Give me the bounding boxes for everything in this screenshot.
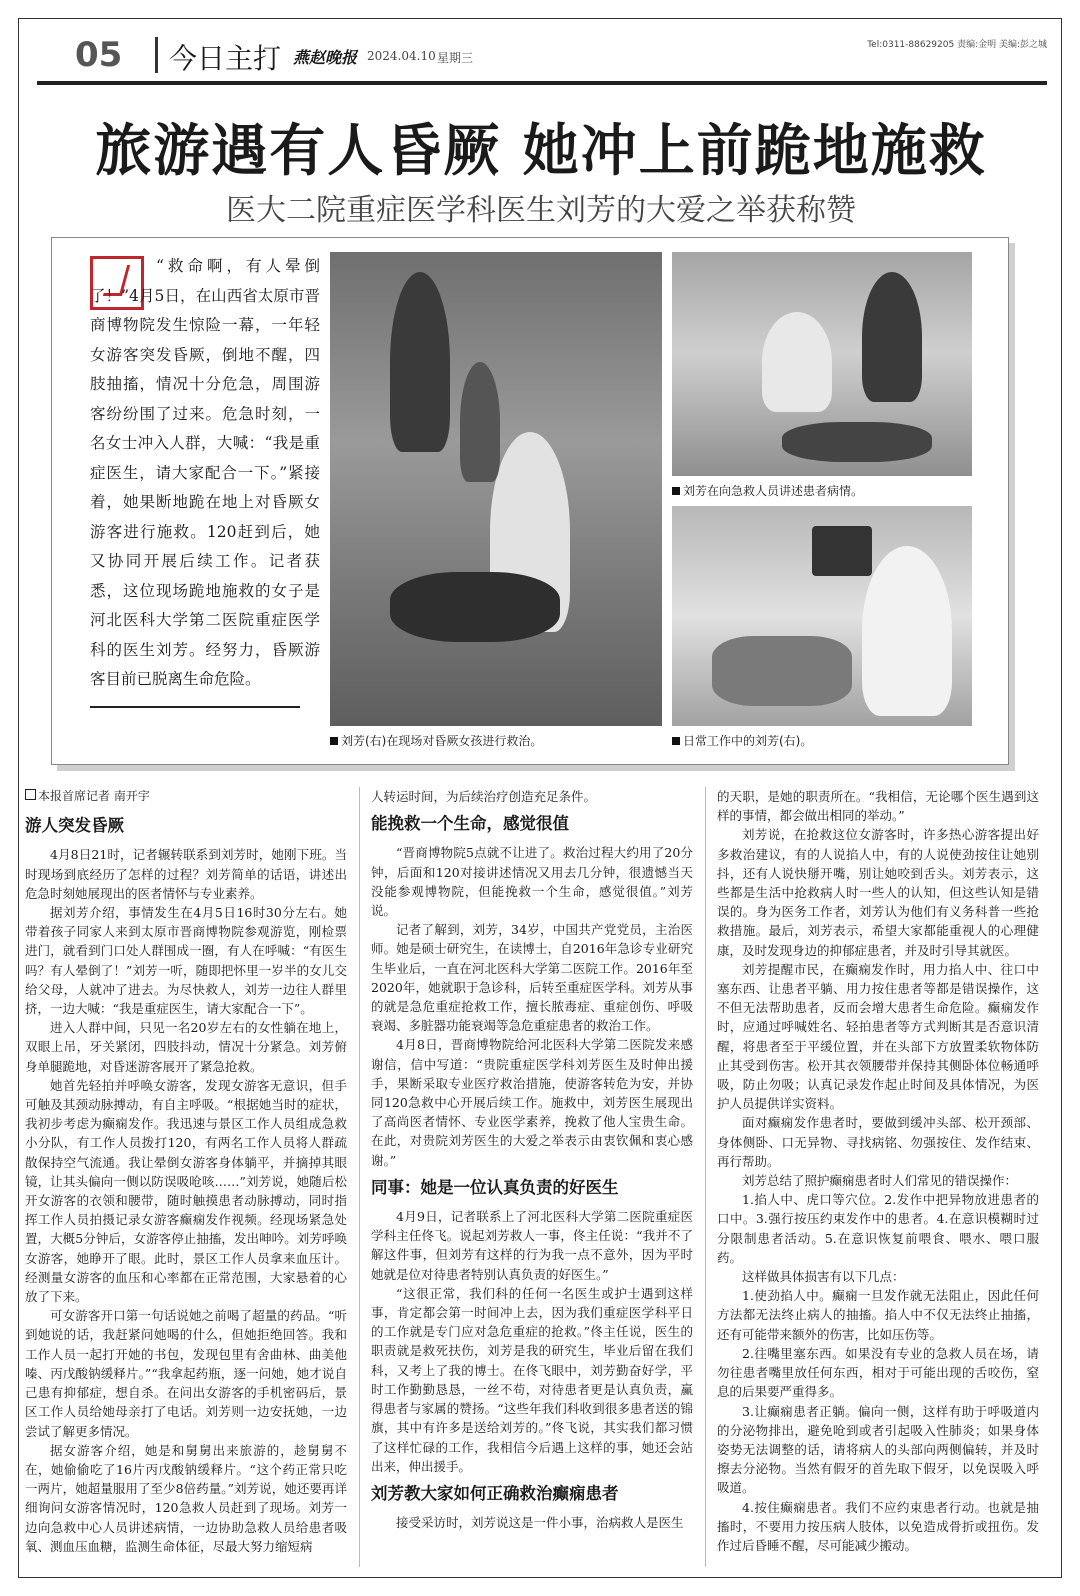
column-divider bbox=[359, 787, 360, 1567]
caption-top-right: 刘芳在向急救人员讲述患者病情。 bbox=[672, 482, 863, 499]
paragraph: 4.按住癫痫患者。我们不应约束患者行动。也就是抽搐时，不要用力按压病人肢体，以免造成骨折或扭伤。发作过后昏睡不醒，尽可能减少搬动。 bbox=[717, 1499, 1039, 1553]
paragraph: 接受采访时，刘芳说这是一件小事，治病救人是医生 bbox=[396, 1515, 684, 1531]
headline: 旅游遇有人昏厥 她冲上前跪地施救 bbox=[95, 119, 987, 184]
paragraph: 的天职，是她的职责所在。“我相信，无论哪个医生遇到这样的事情，都会做出相同的举动。” bbox=[717, 789, 1039, 824]
paragraph: 4月8日，晋商博物院给河北医科大学第二医院发来感谢信，信中写道：“贵院重症医学科刘芳医生及时伸出援手，果断采取专业医疗救治措施，使游客转危为安，并协同120急救中心开展后续工作。施救中，刘芳医生展现出了高尚医者情怀、专业医学素养，挽救了他人宝贵生命。在此，对贵院刘芳医生的大爱之举表示由衷钦佩和衷心感谢。” bbox=[371, 1037, 693, 1168]
photo-rescue-scene bbox=[330, 252, 662, 726]
paragraph: 人转运时间，为后续治疗创造充足条件。 bbox=[371, 789, 597, 804]
paragraph: 刘芳说，在抢救这位女游客时，许多热心游客提出好多救治建议，有的人说掐人中，有的人说使劲按住让她别抖，还有人说快掰开嘴，别让她咬到舌头。刘芳表示，这些都是生活中抢救病人时一些人的认知，但这些认知是错误的。身为医务工作者，刘芳认为他们有义务科普一些抢救措施。最后，刘芳表示，希望大家都能重视人的心理健康，及时发现身边的抑郁症患者，并及时引导其就医。 bbox=[717, 827, 1039, 958]
lead-paragraph: “救命啊，有人晕倒了！”4月5日，在山西省太原市晋商博物院发生惊险一幕，一年轻女游客突发昏厥，倒地不醒，四肢抽搐，情况十分危急，周围游客纷纷围了过来。危急时刻，一名女士冲入人群，大喊：“我是重症医生，请大家配合一下。”紧接着，她果断地跪在地上对昏厥女游客进行施救。120赶到后，她又协同开展后续工作。记者获悉，这位现场跪地施救的女子是河北医科大学第二医院重症医学科的医生刘芳。经努力，昏厥游客目前已脱离生命危险。 bbox=[90, 257, 320, 688]
column-divider bbox=[705, 787, 706, 1567]
paragraph: 据刘芳介绍，事情发生在4月5日16时30分左右。她带着孩子同家人来到太原市晋商博物院参观游览，刚检票进门，就看到门口处人群围成一圈，有人在呼喊：“有医生吗？有人晕倒了！”刘芳一听，随即把怀里一岁半的女儿交给父母，人就冲了进去。为尽快救人，刘芳一边往人群里挤，一边大喊：“我是重症医生，请大家配合一下”。 bbox=[25, 905, 347, 1017]
section-heading: 同事：她是一位认真负责的好医生 bbox=[371, 1177, 619, 1197]
header-contact: Tel:0311-88629205 责编:金明 美编:彭之城 bbox=[867, 40, 1047, 50]
bystander-figure bbox=[390, 272, 450, 452]
issue-weekday: 星期三 bbox=[437, 51, 474, 65]
paragraph: 面对癫痫发作患者时，要做到缓冲头部、松开颈部、身体侧卧、口无异物、寻找病铭、勿强按住、发作结束、再行帮助。 bbox=[717, 1115, 1039, 1169]
byline: 本报首席记者 南开宇 bbox=[25, 787, 347, 806]
caption-marker-icon bbox=[330, 737, 338, 745]
paragraph: 4月8日21时，记者辗转联系到刘芳时，她刚下班。当时现场到底经历了怎样的过程？刘芳简单的话语，讲述出危急时刻她展现出的医者情怀与专业素养。 bbox=[25, 847, 347, 901]
paragraph: 刘芳总结了照护癫痫患者时人们常见的错误操作： bbox=[742, 1173, 1018, 1189]
paragraph: 1.掐人中、虎口等穴位。2.发作中把异物放进患者的口中。3.强行按压约束发作中的患者。4.在意识模糊时过分限制患者活动。5.在意识恢复前喂食、喂水、喂口服药。 bbox=[717, 1192, 1039, 1265]
caption-marker-icon bbox=[672, 487, 680, 495]
paragraph: 2.往嘴里塞东西。如果没有专业的急救人员在场，请勿往患者嘴里放任何东西，相对于可能出现的舌咬伤，窒息的后果要严重得多。 bbox=[717, 1345, 1039, 1400]
paragraph: 可女游客开口第一句话说她之前喝了超量的药品。“听到她说的话，我赶紧问她喝的什么，但她拒绝回答。我和工作人员一起打开她的书包，发现包里有舍曲林、曲美他嗪、丙戊酸钠缓释片。”“我拿起药瓶，逐一问她，她才说自己患有抑郁症，想自杀。在问出女游客的手机密码后，景区工作人员给她母亲打了电话。刘芳则一边安抚她，一边尝试了解更多情况。 bbox=[25, 1308, 347, 1439]
doctor-figure bbox=[862, 546, 952, 716]
section-heading: 刘芳教大家如何正确救治癫痫患者 bbox=[371, 1483, 619, 1503]
patient-figure bbox=[390, 572, 560, 642]
lead-divider bbox=[90, 706, 300, 708]
paragraph: 她首先轻拍并呼唤女游客，发现女游客无意识，但手可触及其颈动脉搏动，有自主呼吸。“根据她当时的症状，我初步考虑为癫痫发作。我迅速与景区工作人员组成急救小分队，有工作人员拨打120，有两名工作人员将人群疏散保持空气流通。我让晕倒女游客身体躺平，并摘掉其眼镜，让其头偏向一侧以防误吸呛咳……”刘芳说，她随后松开女游客的衣领和腰带，随时触摸患者动脉搏动，同时指挥工作人员拍摄记录女游客癫痫发作视频。经现场紧急处置，大概5分钟后，女游客停止抽搐，发出呻吟。刘芳呼唤女游客，她睁开了眼。此时，景区工作人员拿来血压计。经测量女游客的血压和心率都在正常范围，大家悬着的心放了下来。 bbox=[25, 1077, 347, 1305]
newspaper-logo: 燕赵晚报 bbox=[293, 48, 358, 67]
paragraph: 进入人群中间，只见一名20岁左右的女性躺在地上，双眼上吊，牙关紧闭，四肢抖动，情况十分紧急。刘芳俯身单腿跪地，对昏迷游客展开了紧急抢救。 bbox=[25, 1020, 347, 1074]
paragraph: 1.使劲掐人中。癫痫一旦发作就无法阻止，因此任何方法都无法终止病人的抽搐。掐人中不仅无法终止抽搐，还有可能带来额外的伤害，比如压伤等。 bbox=[717, 1288, 1039, 1342]
caption-main: 刘芳(右)在现场对昏厥女孩进行救治。 bbox=[330, 732, 542, 749]
issue-date: 2024.04.10 bbox=[367, 49, 436, 63]
subheadline: 医大二院重症医学科医生刘芳的大爱之举获称赞 bbox=[226, 193, 856, 228]
section-heading: 能挽救一个生命，感觉很值 bbox=[371, 814, 569, 834]
article-column-2 bbox=[371, 787, 693, 1532]
feature-box bbox=[51, 237, 1009, 765]
doctor-figure bbox=[762, 312, 832, 412]
paramedic-figure bbox=[862, 272, 922, 402]
section-heading: 游人突发昏厥 bbox=[25, 816, 124, 836]
page-number: 05 bbox=[75, 35, 123, 75]
paragraph: 刘芳提醒市民，在癫痫发作时，用力掐人中、往口中塞东西、让患者平躺、用力按住患者等都是错误操作，这不但无法帮助患者，反而会增大患者生命危险。癫痫发作时，应通过呼喊姓名、轻拍患者等方式判断其是否意识清醒，将患者至于平缓位置，并在头部下方放置柔软物体防止其受到伤害。松开其衣领腰带并保持其侧卧体位畅通呼吸，防止勿吸；认真记录发作起止时间及具体情况，为医护人员提供详实资料。 bbox=[717, 961, 1039, 1112]
paragraph: “晋商博物院5点就不让进了。救治过程大约用了20分钟，后面和120对接讲述情况又用去几分钟，很遗憾当天没能参观博物院，但能挽救一个生命，感觉很值。”刘芳说。 bbox=[371, 845, 693, 919]
patient-bed-figure bbox=[712, 636, 852, 706]
page-header bbox=[37, 29, 1047, 85]
photo-handover bbox=[672, 252, 972, 476]
header-divider bbox=[155, 37, 158, 73]
article-column-1 bbox=[25, 787, 347, 1556]
caption-marker-icon bbox=[672, 737, 680, 745]
byline-marker-icon bbox=[25, 789, 36, 800]
paragraph: 3.让癫痫患者正躺。偏向一侧，这样有助于呼吸道内的分泌物排出，避免呛到或者引起吸入性肺炎；如果身体姿势无法调整的话，请将病人的头部向两侧偏转，并及时擦去分泌物。当然有假牙的首先取下假牙，以免误吸入呼吸道。 bbox=[717, 1403, 1039, 1496]
paragraph: 这样做具体损害有以下几点： bbox=[742, 1269, 905, 1285]
paragraph: “这很正常，我们科的任何一名医生或护士遇到这样事，肯定都会第一时间冲上去，因为我们重症医学科平日的工作就是专门应对急危重症的抢救。”佟主任说，医生的职责就是救死扶伤，刘芳是我的研究生，毕业后留在我们科，又考上了我的博士。在佟飞眼中，刘芳勤奋好学，平时工作勤勤恳恳，一丝不苟，对待患者更是认真负责，赢得患者与家属的赞扬。“这些年我们科收到很多患者送的锦旗，其中有许多是送给刘芳的。”佟飞说，其实我们都习惯了这样忙碌的工作，我相信今后遇上这样的事，她还会站出来，伸出援手。 bbox=[371, 1285, 693, 1474]
paragraph: 4月9日，记者联系上了河北医科大学第二医院重症医学科主任佟飞。说起刘芳救人一事，佟主任说：“我并不了解这件事，但刘芳有这样的行为我一点不意外，因为平时她就是位对待患者特别认真负责的好医生。” bbox=[371, 1209, 693, 1282]
child-figure bbox=[460, 362, 500, 482]
monitor-figure bbox=[812, 526, 872, 576]
page-frame bbox=[18, 18, 1062, 1578]
article-column-3 bbox=[717, 787, 1039, 1555]
section-title: 今日主打 bbox=[169, 42, 282, 75]
paragraph: 记者了解到，刘芳，34岁，中国共产党党员，主治医师。她是硕士研究生，在读博士，自2016年急诊专业研究生毕业后，一直在河北医科大学第二医院工作。2016年至2020年，她就职于急诊科，后转至重症医学科。刘芳从事的就是急危重症抢救工作，擅长脓毒症、重症创伤、呼吸衰竭、多脏器功能衰竭等急危重症患者的救治工作。 bbox=[371, 922, 693, 1034]
paragraph: 据女游客介绍，她是和舅舅出来旅游的，趁舅舅不在，她偷偷吃了16片丙戊酸钠缓释片。“这个药正常只吃一两片，她超量服用了至少8倍药量。”刘芳说，她还要再详细询问女游客情况时，120急救人员赶到了现场。刘芳一边向急救中心人员讲述病情，一边协助急救人员给患者吸氧、测血压血糖，监测生命体征，尽最大努力缩短病 bbox=[25, 1442, 347, 1554]
photo-daily-work bbox=[672, 506, 972, 726]
patient-figure bbox=[782, 422, 932, 462]
caption-bottom-right: 日常工作中的刘芳(右)。 bbox=[672, 732, 812, 749]
